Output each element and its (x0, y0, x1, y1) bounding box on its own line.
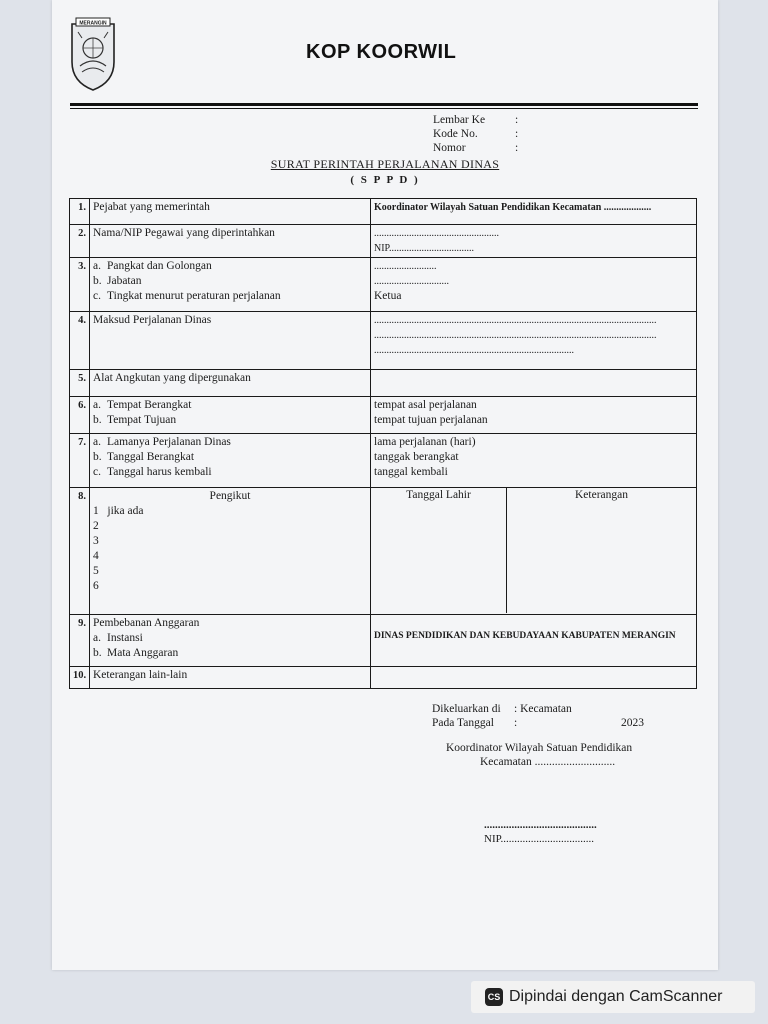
form-row-4 (70, 312, 697, 370)
item-label: Tempat Berangkat (107, 399, 192, 411)
item-letter: a. (93, 632, 101, 644)
row-number: 3. (70, 258, 90, 312)
follower-item: 5 (93, 565, 99, 577)
form-row-7 (70, 434, 697, 488)
row-number: 1. (70, 199, 90, 225)
row-value (371, 312, 697, 370)
item-label: Pangkat dan Golongan (107, 260, 212, 272)
title-abbr: ( S P P D ) (350, 174, 420, 186)
row-value (371, 397, 697, 434)
issuance-block (432, 702, 644, 730)
issued-label: Dikeluarkan di (432, 703, 501, 715)
form-row-6 (70, 397, 697, 434)
row-label (90, 615, 371, 667)
regency-emblem-logo (68, 16, 118, 92)
departure-date-value: tanggak berangkat (374, 451, 459, 463)
row-label: Keterangan lain-lain (90, 667, 371, 689)
row-label (90, 434, 371, 488)
item-label: Instansi (107, 632, 143, 644)
issued-value: : Kecamatan (514, 703, 572, 715)
row-number: 2. (70, 225, 90, 258)
purpose-line: ................................................................................ (374, 345, 574, 356)
remarks-heading: Keterangan (575, 489, 628, 501)
signer-name-line: ......................................... (484, 819, 597, 831)
signer-block (446, 741, 632, 769)
meta-sep: : (515, 128, 519, 140)
row-value (371, 615, 697, 667)
camscanner-watermark (471, 981, 755, 1013)
document-title (52, 157, 718, 186)
item-letter: b. (93, 275, 102, 287)
follower-item: 1 jika ada (93, 505, 144, 517)
return-date-value: tanggal kembali (374, 466, 448, 478)
camscanner-text: Dipindai dengan CamScanner (509, 988, 723, 1005)
row-value (371, 225, 697, 258)
row-value (371, 434, 697, 488)
camscanner-icon: CS (485, 988, 503, 1006)
date-sep: : (514, 717, 518, 729)
date-label: Pada Tanggal (432, 717, 494, 729)
letterhead-rule-thin (70, 108, 698, 109)
issued-at-row (432, 702, 644, 716)
travel-level-value: Ketua (374, 290, 402, 302)
sppd-form-table (69, 198, 697, 689)
row-label (90, 258, 371, 312)
issued-date-row (432, 716, 644, 730)
item-letter: c. (93, 466, 101, 478)
form-row-1 (70, 199, 697, 225)
rank-field: ......................... (374, 261, 437, 272)
form-row-10 (70, 667, 697, 689)
letterhead-title: KOP KOORWIL (306, 41, 457, 63)
row-value: Koordinator Wilayah Satuan Pendidikan Kecamatan ................... (371, 199, 697, 225)
row-label: Maksud Perjalanan Dinas (90, 312, 371, 370)
letterhead-rule-thick (70, 103, 698, 106)
meta-label: Nomor (433, 142, 466, 154)
row-number: 10. (70, 667, 90, 689)
form-row-5 (70, 370, 697, 397)
row-value (371, 258, 697, 312)
item-label: Jabatan (107, 275, 142, 287)
document-page (52, 0, 718, 970)
meta-sep: : (515, 142, 519, 154)
row-label: Pejabat yang memerintah (90, 199, 371, 225)
row-label: Nama/NIP Pegawai yang diperintahkan (90, 225, 371, 258)
signer-title: Koordinator Wilayah Satuan Pendidikan (446, 742, 633, 754)
row-number: 4. (70, 312, 90, 370)
meta-row (433, 113, 518, 127)
row-number: 8. (70, 488, 90, 615)
meta-row (433, 127, 518, 141)
form-row-8 (70, 488, 697, 615)
item-letter: b. (93, 451, 102, 463)
year-value: 2023 (621, 717, 644, 729)
row-value (371, 667, 697, 689)
logo-text: MERANGIN (79, 20, 107, 27)
origin-value: tempat asal perjalanan (374, 399, 477, 411)
duration-value: lama perjalanan (hari) (374, 436, 476, 448)
item-letter: b. (93, 414, 102, 426)
item-label: Tanggal harus kembali (107, 466, 212, 478)
item-label: Lamanya Perjalanan Dinas (107, 436, 231, 448)
form-row-9 (70, 615, 697, 667)
meta-label: Kode No. (433, 128, 478, 140)
item-label: Tempat Tujuan (107, 414, 177, 426)
meta-row (433, 141, 518, 155)
row-label (90, 488, 371, 615)
item-label: Tanggal Berangkat (107, 451, 195, 463)
signature-block (484, 818, 597, 846)
meta-label: Lembar Ke (433, 114, 486, 126)
meta-sep: : (515, 114, 519, 126)
item-letter: a. (93, 436, 101, 448)
signer-nip: NIP.................................. (484, 833, 595, 845)
follower-item: 4 (93, 550, 99, 562)
follower-item: 2 (93, 520, 99, 532)
purpose-line: ................................................................................................................. (374, 330, 657, 341)
row-number: 9. (70, 615, 90, 667)
title-main: SURAT PERINTAH PERJALANAN DINAS (270, 157, 500, 171)
position-field: .............................. (374, 276, 449, 287)
row-number: 5. (70, 370, 90, 397)
item-label: Mata Anggaran (107, 647, 179, 659)
item-letter: b. (93, 647, 102, 659)
purpose-line: ................................................................................................................. (374, 315, 657, 326)
followers-heading: Pengikut (209, 490, 251, 502)
row-label: Alat Angkutan yang dipergunakan (90, 370, 371, 397)
row-value (371, 488, 697, 615)
nip-field: NIP.................................. (374, 243, 475, 254)
destination-value: tempat tujuan perjalanan (374, 414, 488, 426)
document-meta (433, 113, 518, 155)
item-label: Tingkat menurut peraturan perjalanan (107, 290, 281, 302)
follower-item: 3 (93, 535, 99, 547)
budget-heading: Pembebanan Anggaran (93, 617, 200, 629)
name-field: .................................................. (374, 228, 499, 239)
agency-value: DINAS PENDIDIKAN DAN KEBUDAYAAN KABUPATEN MERANGIN (374, 631, 676, 641)
item-letter: c. (93, 290, 101, 302)
item-letter: a. (93, 399, 101, 411)
form-row-2 (70, 225, 697, 258)
form-row-3 (70, 258, 697, 312)
row-value (371, 370, 697, 397)
item-letter: a. (93, 260, 101, 272)
follower-item: 6 (93, 580, 99, 592)
birthdate-heading: Tanggal Lahir (371, 488, 507, 613)
signer-district: Kecamatan ............................ (480, 756, 616, 768)
row-number: 6. (70, 397, 90, 434)
row-label (90, 397, 371, 434)
row-number: 7. (70, 434, 90, 488)
